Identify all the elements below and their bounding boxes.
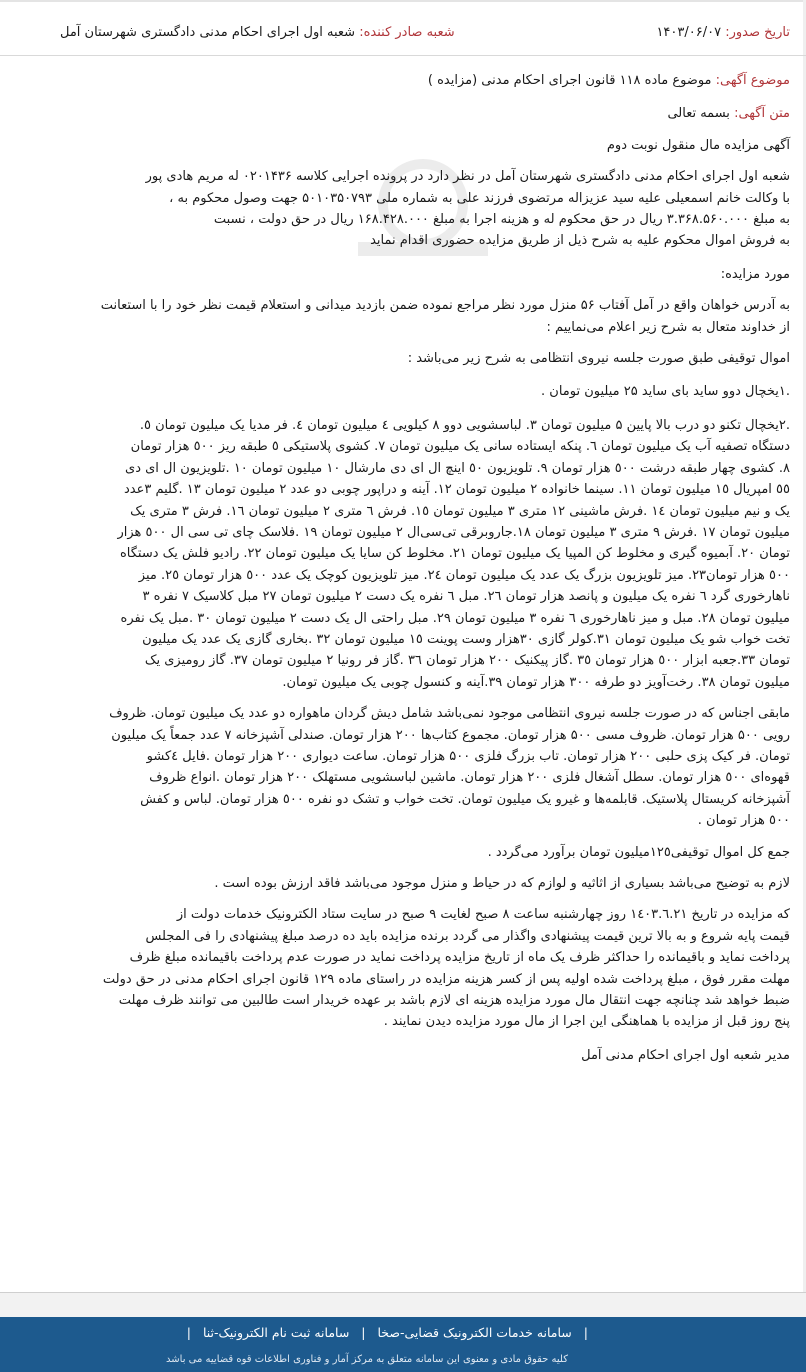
issue-date-label: تاریخ صدور: (725, 25, 790, 40)
total-estimate: جمع کل اموال توقیفی۱۲٥میلیون تومان برآورد می‌گردد . (487, 844, 790, 860)
items-line: ۸. کشوی چهار طبقه درشت ٥٠٠ هزار تومان ۹. تلویزیون ٥٠ اینچ ال ای دی مارشال ۱۰ میلیون تومان ۱۰ .تلویزیون ال ای دی (125, 460, 790, 476)
items-line: یک و نیم میلیون تومان ۱٤ .فرش ماشینی ۱۲ متری ۳ میلیون تومان ۱٥. فرش ٦ متری ۲ میلیون تومان ۱٦. فرش ۳ متری یک (130, 503, 790, 519)
footer-separator: | (583, 1325, 588, 1340)
site-footer (0, 1292, 806, 1372)
notice-header (16, 20, 790, 46)
terms-line: قیمت پایه شروع و به بالا ترین قیمت پیشنهادی واگذار می گردد برنده مزایده باید ده درصد مبلغ پیشنهادی را فی المجلس (145, 928, 790, 944)
intro-line: با وکالت خانم اسمعیلی علیه سید عزیزاله مرتضوی فرزند علی به شماره ملی ۵۰۱۰۳۵۰۷۹۳ جهت وصول محکوم به ، (169, 190, 790, 206)
auction-subject-label: مورد مزایده: (720, 266, 790, 282)
items-line: ٥٠٠ هزار تومان۲۳. میز تلویزیون بزرگ یک عدد یک میلیون تومان ۲٤. میز تلویزیون کوچک یک عدد ٥٠٠ هزار تومان ۲٥. میز (138, 567, 790, 583)
issuer-value: شعبه اول اجرای احکام مدنی دادگستری شهرستان آمل (60, 25, 356, 40)
seized-intro: اموال توقیفی طبق صورت جلسه نیروی انتظامی به شرح زیر می‌باشد : (407, 351, 790, 367)
signature: مدیر شعبه اول اجرای احکام مدنی آمل (581, 1047, 790, 1063)
items-line: تومان ۳۳.جعبه ابزار ٥٠٠ هزار تومان ۳٥ .گاز پیکنیک ۲۰۰ هزار تومان ۳٦ .گاز فر رونیا ۲ میلیون تومان ۳۷. گاز رومیزی یک (144, 653, 790, 669)
terms-line: پرداخت نماید و باقیمانده را حداکثر ظرف یک ماه از تاریخ مزایده پرداخت نماید در صورت عدم پرداخت باقیمانده مبلغ ظرف (129, 950, 790, 966)
terms-line: ضبط خواهد شد چنانچه جهت انتقال مال مورد مزایده هزینه ای لازم باشد بر عهده خریدار است طالبین می توانند ظرف مهلت (118, 993, 790, 1009)
value-note: لازم به توضیح می‌باشد بسیاری از اثاثیه و لوازم که در حیاط و منزل موجود می‌باشد فاقد ارزش بوده است . (214, 876, 790, 891)
address-line: از خداوند متعال به شرح زیر اعلام می‌نماییم : (546, 319, 790, 335)
issuer-label: شعبه صادر کننده: (359, 25, 455, 40)
remaining-line: آشپزخانه کریستال پلاستیک. قابلمه‌ها و غیرو یک میلیون تومان. تخت خواب و تشک دو نفره ٥٠٠ هزار تومان. لباس و کفش (140, 791, 790, 807)
items-line: .۲یخچال تکنو دو درب بالا پایین ۵ میلیون تومان ۳. لباسشویی دوو ۸ کیلویی ٤ میلیون تومان ٤. فر مدیا یک میلیون تومان ٥. (139, 417, 790, 433)
footer-separator: | (361, 1325, 366, 1340)
terms-line: پنج روز قبل از مزایده با هماهنگی این اجرا از مال مورد مزایده دیدن نمایند . (383, 1014, 790, 1030)
subject-line (14, 70, 790, 91)
remaining-line: مابقی اجناس که در صورت جلسه نیروی انتظامی موجود نمی‌باشد شامل دیش گردان ماهواره دو عدد یک میلیون تومان. ظروف (109, 706, 790, 722)
items-line: ٥٥ امپریال ۱٥ میلیون تومان ۱۱. سینما خانواده ۲ میلیون تومان ۱۲. آینه و دراپور چوبی دو عدد ۲ میلیون تومان ۱۳ .گلیم ۳عدد (123, 482, 790, 498)
remaining-line: تومان. فر کیک پزی حلبی ۲۰۰ هزار تومان. تاب بزرگ فلزی ۵۰۰ هزار تومان. ساعت دیواری ۲۰۰ هزار تومان .فایل ٤کشو (146, 748, 790, 764)
footer-links (183, 1322, 592, 1344)
notice-title: آگهی مزایده مال منقول نوبت دوم (606, 137, 790, 153)
items-paragraph (14, 415, 790, 693)
address-line: به آدرس خواهان واقع در آمل آفتاب ۵۶ منزل مورد نظر مراجع نموده ضمن بازدید میدانی و استعلام قیمت نظر خود را با استعانت (100, 298, 790, 314)
items-line: میلیون تومان ۱۷ .فرش ۹ متری ۳ میلیون تومان ۱۸.جاروبرقی تی‌سی‌ال ۲ میلیون تومان ۱۹ .فلاسک چای تی سی ال ٥٠٠ هزار (117, 524, 790, 540)
footer-copyright: کلیه حقوق مادی و معنوی این سامانه متعلق به مرکز آمار و فناوری اطلاعات قوه قضاییه می باشد (166, 1354, 568, 1365)
address-paragraph (14, 295, 790, 338)
item-1: .۱یخچال دوو ساید بای ساید ۲۵ میلیون تومان . (541, 384, 790, 400)
remaining-line: قهوه‌ای ٥٠٠ هزار تومان. سطل آشغال فلزی ۲۰۰ هزار تومان. ماشین لباسشویی مستهلک ۲۰۰ هزار تومان .انواع ظروف (149, 770, 790, 786)
footer-separator: | (186, 1325, 191, 1340)
top-border (0, 0, 806, 2)
footer-link-sakha[interactable]: سامانه خدمات الکترونیک قضایی-صخا (377, 1325, 572, 1340)
notice-body (14, 64, 790, 1066)
body-label: متن آگهی: (734, 106, 790, 122)
remaining-paragraph (14, 703, 790, 831)
items-line: میلیون تومان ۳۸. رخت‌آویز دو طرفه ۳۰۰ هزار تومان ۳۹.آینه و کنسول چوبی یک میلیون تومان. (282, 674, 790, 690)
subject-label: موضوع آگهی: (715, 73, 790, 88)
items-line: تخت خواب شو یک میلیون تومان ۳۱.کولر گازی ۳۰هزار وست پوینت ۱٥ میلیون تومان ۳۲ .بخاری گازی یک عدد یک میلیون (142, 631, 790, 647)
issuer (60, 20, 455, 46)
subject-value: موضوع ماده ۱۱۸ قانون اجرای احکام مدنی (مزایده ) (427, 73, 712, 88)
footer-link-sana[interactable]: سامانه ثبت نام الکترونیک-ثنا (202, 1325, 350, 1340)
items-line: تومان ۲۰. آبمیوه گیری و مخلوط کن المپیا یک میلیون تومان ۲۱. مخلوط کن سایا یک میلیون تومان ۲۲. رادیو فلش یک دستگاه (119, 546, 790, 562)
intro-line: به مبلغ ۳.۳۶۸.۵۶۰.۰۰۰ ریال در حق محکوم له و هزینه اجرا به مبلغ ۱۶۸.۴۲۸.۰۰۰ ریال در حق دولت ، نسبت (213, 212, 790, 228)
terms-line: مهلت مقرر فوق ، مبلغ پرداخت شده اولیه پس از کسر هزینه مزایده در راستای ماده ۱۲۹ قانون اجرای احکام مدنی در حق دولت (102, 971, 790, 987)
body-header-value: بسمه تعالی (667, 106, 730, 122)
body-header-line (14, 103, 790, 124)
footer-top-strip (0, 1292, 806, 1317)
intro-line: به فروش اموال محکوم علیه به شرح ذیل از طریق مزایده حضوری اقدام نماید (370, 233, 790, 249)
terms-paragraph (14, 904, 790, 1032)
issue-date (656, 20, 790, 46)
issue-date-value: ۱۴۰۳/۰۶/۰۷ (656, 25, 722, 40)
intro-line: شعبه اول اجرای احکام مدنی دادگستری شهرستان آمل در نظر دارد در پرونده اجرایی کلاسه ۰۲۰۱۴۳۶ له مریم هادی پور (145, 169, 790, 185)
items-line: میلیون تومان ۲۸. مبل و میز ناهارخوری ٦ نفره ۳ میلیون تومان ۲۹. مبل راحتی ال یک دست ۲ میلیون تومان ۳۰ .مبل یک نفره (120, 610, 790, 626)
remaining-line: رویی ۵۰۰ هزار تومان. ظروف مسی ۵۰۰ هزار تومان. مجموع کتاب‌ها ۲۰۰ هزار تومان. صندلی آشپزخانه ۷ عدد جمعاً یک میلیون (111, 727, 790, 743)
remaining-line: ٥٠٠ هزار تومان . (697, 813, 790, 829)
items-line: دستگاه تصفیه آب یک میلیون تومان ٦. پنکه ایستاده سانی یک میلیون تومان ۷. کشوی پلاستیکی ٥ طبقه ریز ٥٠٠ هزار تومان (130, 439, 790, 455)
terms-line: که مزایده در تاریخ ۱٤۰۳.٦.۲۱ روز چهارشنبه ساعت ۸ صبح لغایت ۹ صبح در سایت ستاد الکترونیک خدمات دولت از (176, 907, 790, 923)
items-line: ناهارخوری گرد ٦ نفره یک میلیون و پانصد هزار تومان ۲٦. مبل ٦ نفره یک دست ۲ میلیون تومان ۲۷ مبل کلاسیک ۷ نفره ۳ (142, 589, 790, 605)
intro-paragraph (14, 166, 790, 252)
header-divider (0, 55, 806, 56)
